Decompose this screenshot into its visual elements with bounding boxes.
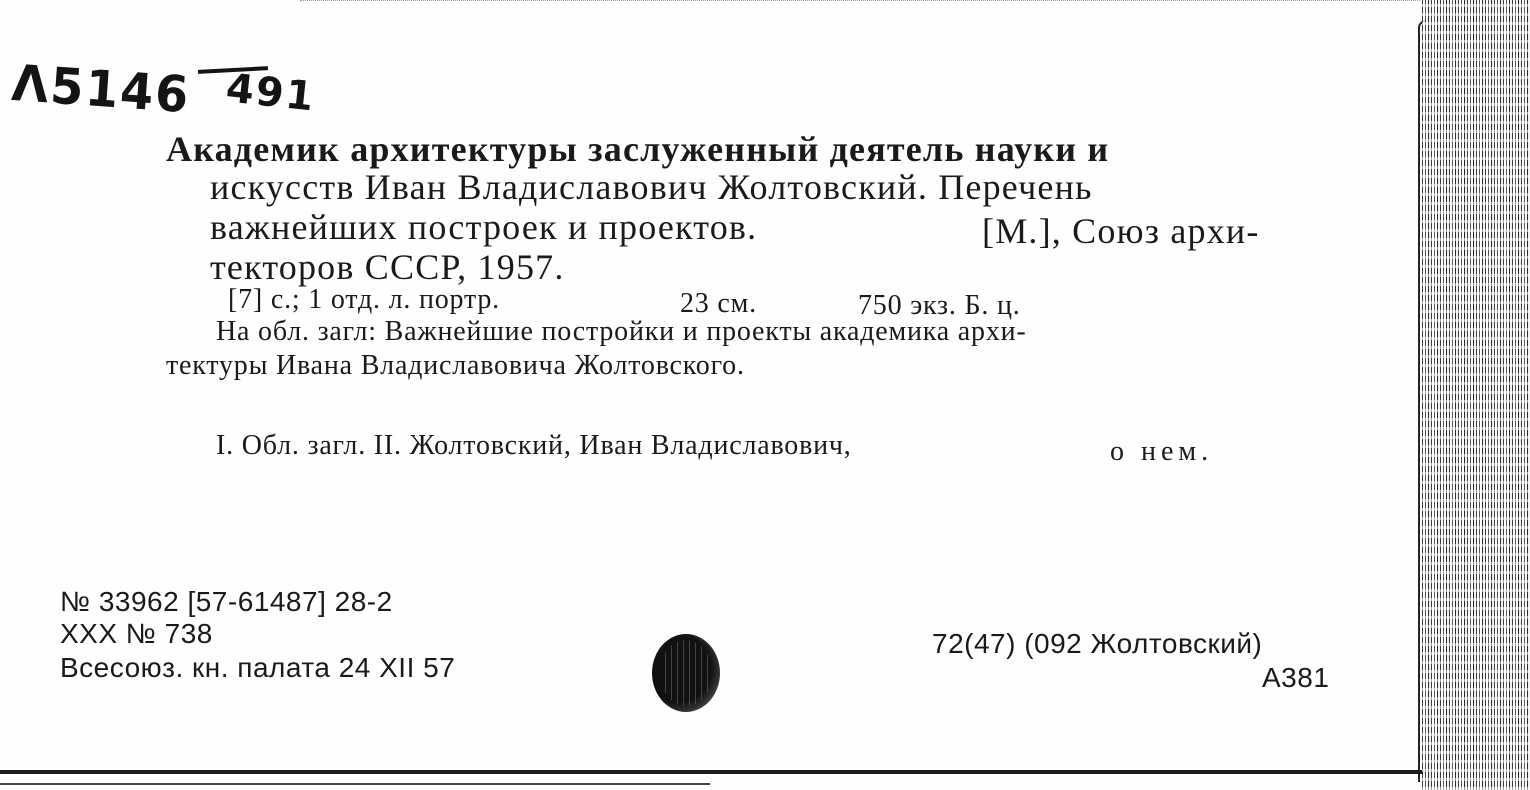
tracings-prefix: I. Обл. загл. II. Жолтовский, Иван Владиславович, (216, 430, 852, 461)
handwritten-fraction-number: 491 (223, 65, 318, 121)
title-line-3b: [M.], Союз архи- (982, 211, 1260, 251)
card-number-line: № 33962 [57-61487] 28-2 (60, 586, 393, 617)
collation-size: 23 см. (680, 288, 757, 319)
collation-pages: [7] с.; 1 отд. л. портр. (228, 284, 500, 315)
title-line-4: текторов СССР, 1957. (210, 247, 565, 287)
note-line-1: На обл. загл: Важнейшие постройки и проекты академика архи- (216, 316, 1027, 347)
book-chamber-line: Всесоюз. кн. палата 24 XII 57 (60, 652, 456, 683)
series-line: XXX № 738 (60, 618, 213, 649)
punch-hole-texture (660, 640, 712, 706)
handwritten-shelf-mark: Λ5146 (9, 54, 193, 125)
card-bottom-edge-shadow (0, 783, 710, 785)
title-line-2: искусств Иван Владиславович Жолтовский. Перечень (210, 167, 1093, 207)
collation-copies: 750 экз. Б. ц. (858, 290, 1021, 321)
card-bottom-edge (0, 770, 1425, 774)
author-mark: A381 (1262, 662, 1330, 693)
title-line-3a: важнейших построек и проектов. (210, 207, 758, 247)
scanner-noise-overlay (1422, 0, 1530, 790)
top-edge-dots (300, 0, 1420, 7)
title-line-1: Академик архитектуры заслуженный деятель науки и (166, 129, 1110, 169)
note-line-2: тектуры Ивана Владиславовича Жолтовского. (166, 350, 745, 381)
classification-index: 72(47) (092 Жолтовский) (932, 628, 1263, 659)
tracings-suffix: о нем. (1110, 436, 1214, 467)
